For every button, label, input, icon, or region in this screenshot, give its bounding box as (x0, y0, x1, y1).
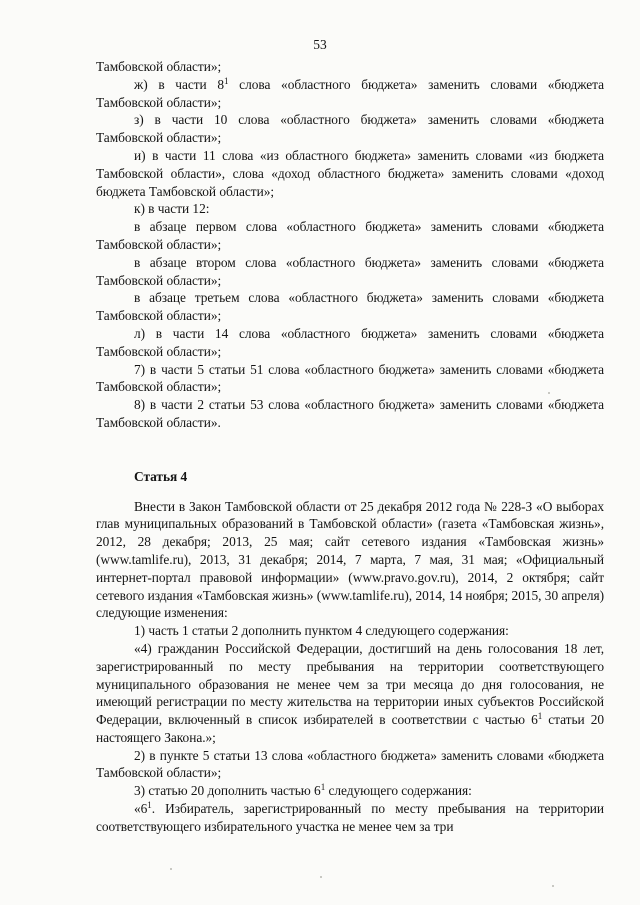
text-run: ж) в части 8 (134, 76, 225, 92)
paragraph: 2) в пункте 5 статьи 13 слова «областного бюджета» заменить словами «бюджета Тамбовской области»; (96, 747, 604, 781)
scan-speck (552, 885, 554, 887)
text-run: «6 (134, 801, 148, 817)
paragraph: Внести в Закон Тамбовской области от 25 декабря 2012 года № 228-З «О выборах глав муниципальных образований в Тамбовской области» (газета «Тамбовская жизнь», 2012, 28 декабря; 2013, 25 мая; сайт сетевого издания «Тамбовская жизнь» (www.tamlife.ru), 2013, 31 декабря; 2014, 7 марта, 7 мая, 31 мая; «Официальный интернет-портал правовой информации» (www.pravo.gov.ru), 2014, 2 октября; сайт сетевого издания «Тамбовская жизнь» (www.tamlife.ru), 2014, 14 ноября; 2015, 30 апреля) следующие изменения: (96, 498, 604, 621)
text-run: следующего содержания: (325, 783, 472, 799)
page-number: 53 (313, 37, 327, 52)
scan-speck (170, 868, 172, 870)
paragraph (96, 640, 604, 747)
text-run: «4) гражданин Российской Федерации, достигший на день голосования 18 лет, зарегистрированный по месту пребывания на территории соответствующего муниципального образования не менее чем за три месяца до дня голосования, не имеющий регистрации по месту жительства на территории иных субъектов Российской Федерации, включенный в список избирателей в соответствии с частью 6 (96, 640, 604, 728)
paragraph: 1) часть 1 статьи 2 дополнить пунктом 4 следующего содержания: (134, 623, 509, 639)
paragraph: 7) в части 5 статьи 51 слова «областного бюджета» заменить словами «бюджета Тамбовской области»; (96, 361, 604, 395)
superscript: 1 (320, 782, 326, 793)
superscript: 1 (224, 75, 229, 86)
paragraph: л) в части 14 слова «областного бюджета» заменить словами «бюджета Тамбовской области»; (96, 325, 604, 359)
paragraph: и) в части 11 слова «из областного бюджета» заменить словами «из бюджета Тамбовской области», слова «доход областного бюджета» заменить словами «доход бюджета Тамбовской области»; (96, 147, 604, 199)
paragraph (96, 76, 604, 112)
text-run: слова «областного бюджета» заменить словами «бюджета Тамбовской области»; (96, 76, 604, 110)
superscript: 1 (537, 711, 543, 722)
superscript: 1 (147, 800, 152, 811)
paragraph: Тамбовской области»; (96, 59, 222, 74)
text-run: 3) статью 20 дополнить частью 6 (134, 783, 321, 799)
scan-speck (320, 876, 322, 878)
paragraph: 8) в части 2 статьи 53 слова «областного бюджета» заменить словами «бюджета Тамбовской области». (96, 397, 604, 430)
paragraph: з) в части 10 слова «областного бюджета» заменить словами «бюджета Тамбовской области»; (96, 112, 604, 146)
scan-speck (548, 392, 550, 394)
paragraph: в абзаце первом слова «областного бюджета» заменить словами «бюджета Тамбовской области»; (96, 219, 604, 252)
article-heading: Статья 4 (134, 468, 188, 484)
paragraph: в абзаце третьем слова «областного бюджета» заменить словами «бюджета Тамбовской области»; (96, 290, 604, 324)
text-run: статьи 20 настоящего Закона.»; (96, 712, 604, 745)
paragraph: в абзаце втором слова «областного бюджета» заменить словами «бюджета Тамбовской области»; (96, 254, 604, 288)
paragraph (96, 782, 604, 800)
document-body (96, 58, 604, 836)
paragraph (96, 800, 604, 836)
text-run: . Избиратель, зарегистрированный по месту пребывания на территории соответствующего избирательного участка не менее чем за три (96, 801, 604, 834)
paragraph: к) в части 12: (134, 201, 210, 217)
